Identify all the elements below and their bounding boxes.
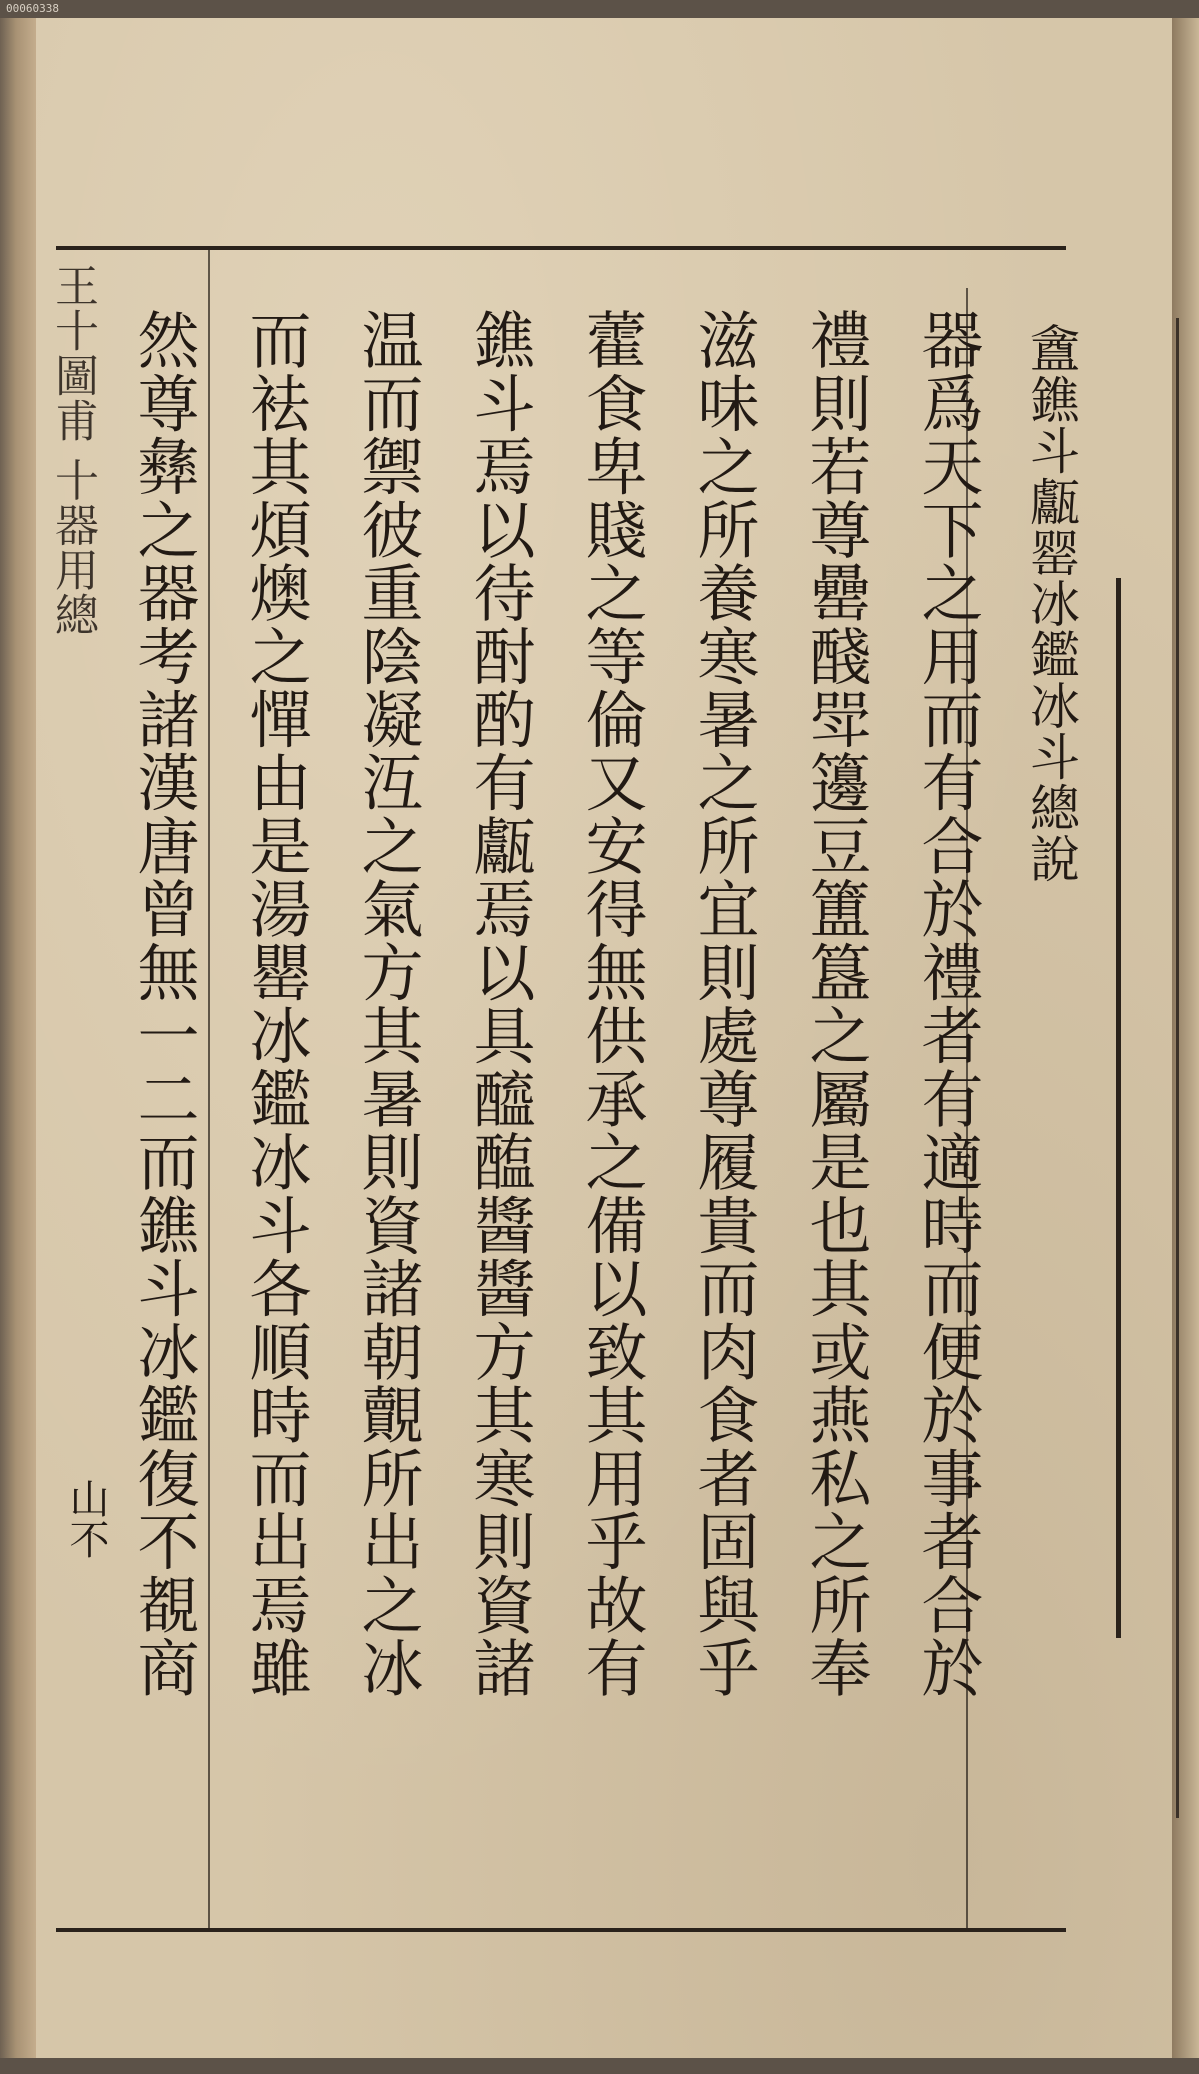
next-page-edge (1172, 18, 1199, 2058)
column-divider (208, 246, 210, 1928)
text-column-2: 禮則若尊罍醆斝籩豆簠簋之屬是也其或燕私之所奉 (799, 308, 872, 1700)
folio-mark: 山不 (63, 1478, 109, 1560)
text-column-4: 藿食卑賤之等倫又安得無供承之備以致其用乎故有 (575, 308, 648, 1700)
frame-bottom-rule (56, 1928, 1066, 1932)
text-column-6: 温而禦彼重陰凝沍之氣方其暑則資諸朝覿所出之冰 (351, 308, 424, 1700)
section-title: 盦鐎斗甗罂冰鑑冰斗總說 (1022, 323, 1080, 884)
margin-text: 王十圖甫 十器用總 (47, 263, 98, 637)
text-column-7: 而袪其煩燠之憚由是湯罌冰鑑冰斗各順時而出焉雖 (239, 308, 312, 1700)
book-page (36, 18, 1172, 2058)
text-column-5: 鐎斗焉以待酎酌有甗焉以具醯醢醬醬方其寒則資諸 (463, 308, 536, 1700)
text-column-1: 器爲天下之用而有合於禮者有適時而便於事者合於 (911, 308, 984, 1700)
frame-right-rule (1116, 578, 1121, 1638)
book-left-edge (0, 18, 36, 2058)
text-column-8: 然尊彝之器考諸漢唐曾無一二而鐎斗冰鑑復不覩商 (127, 308, 200, 1700)
next-page-rule (1176, 318, 1179, 1818)
scan-label: 00060338 (6, 2, 59, 15)
text-column-3: 滋味之所養寒暑之所宜則處尊履貴而肉食者固與乎 (687, 308, 760, 1700)
